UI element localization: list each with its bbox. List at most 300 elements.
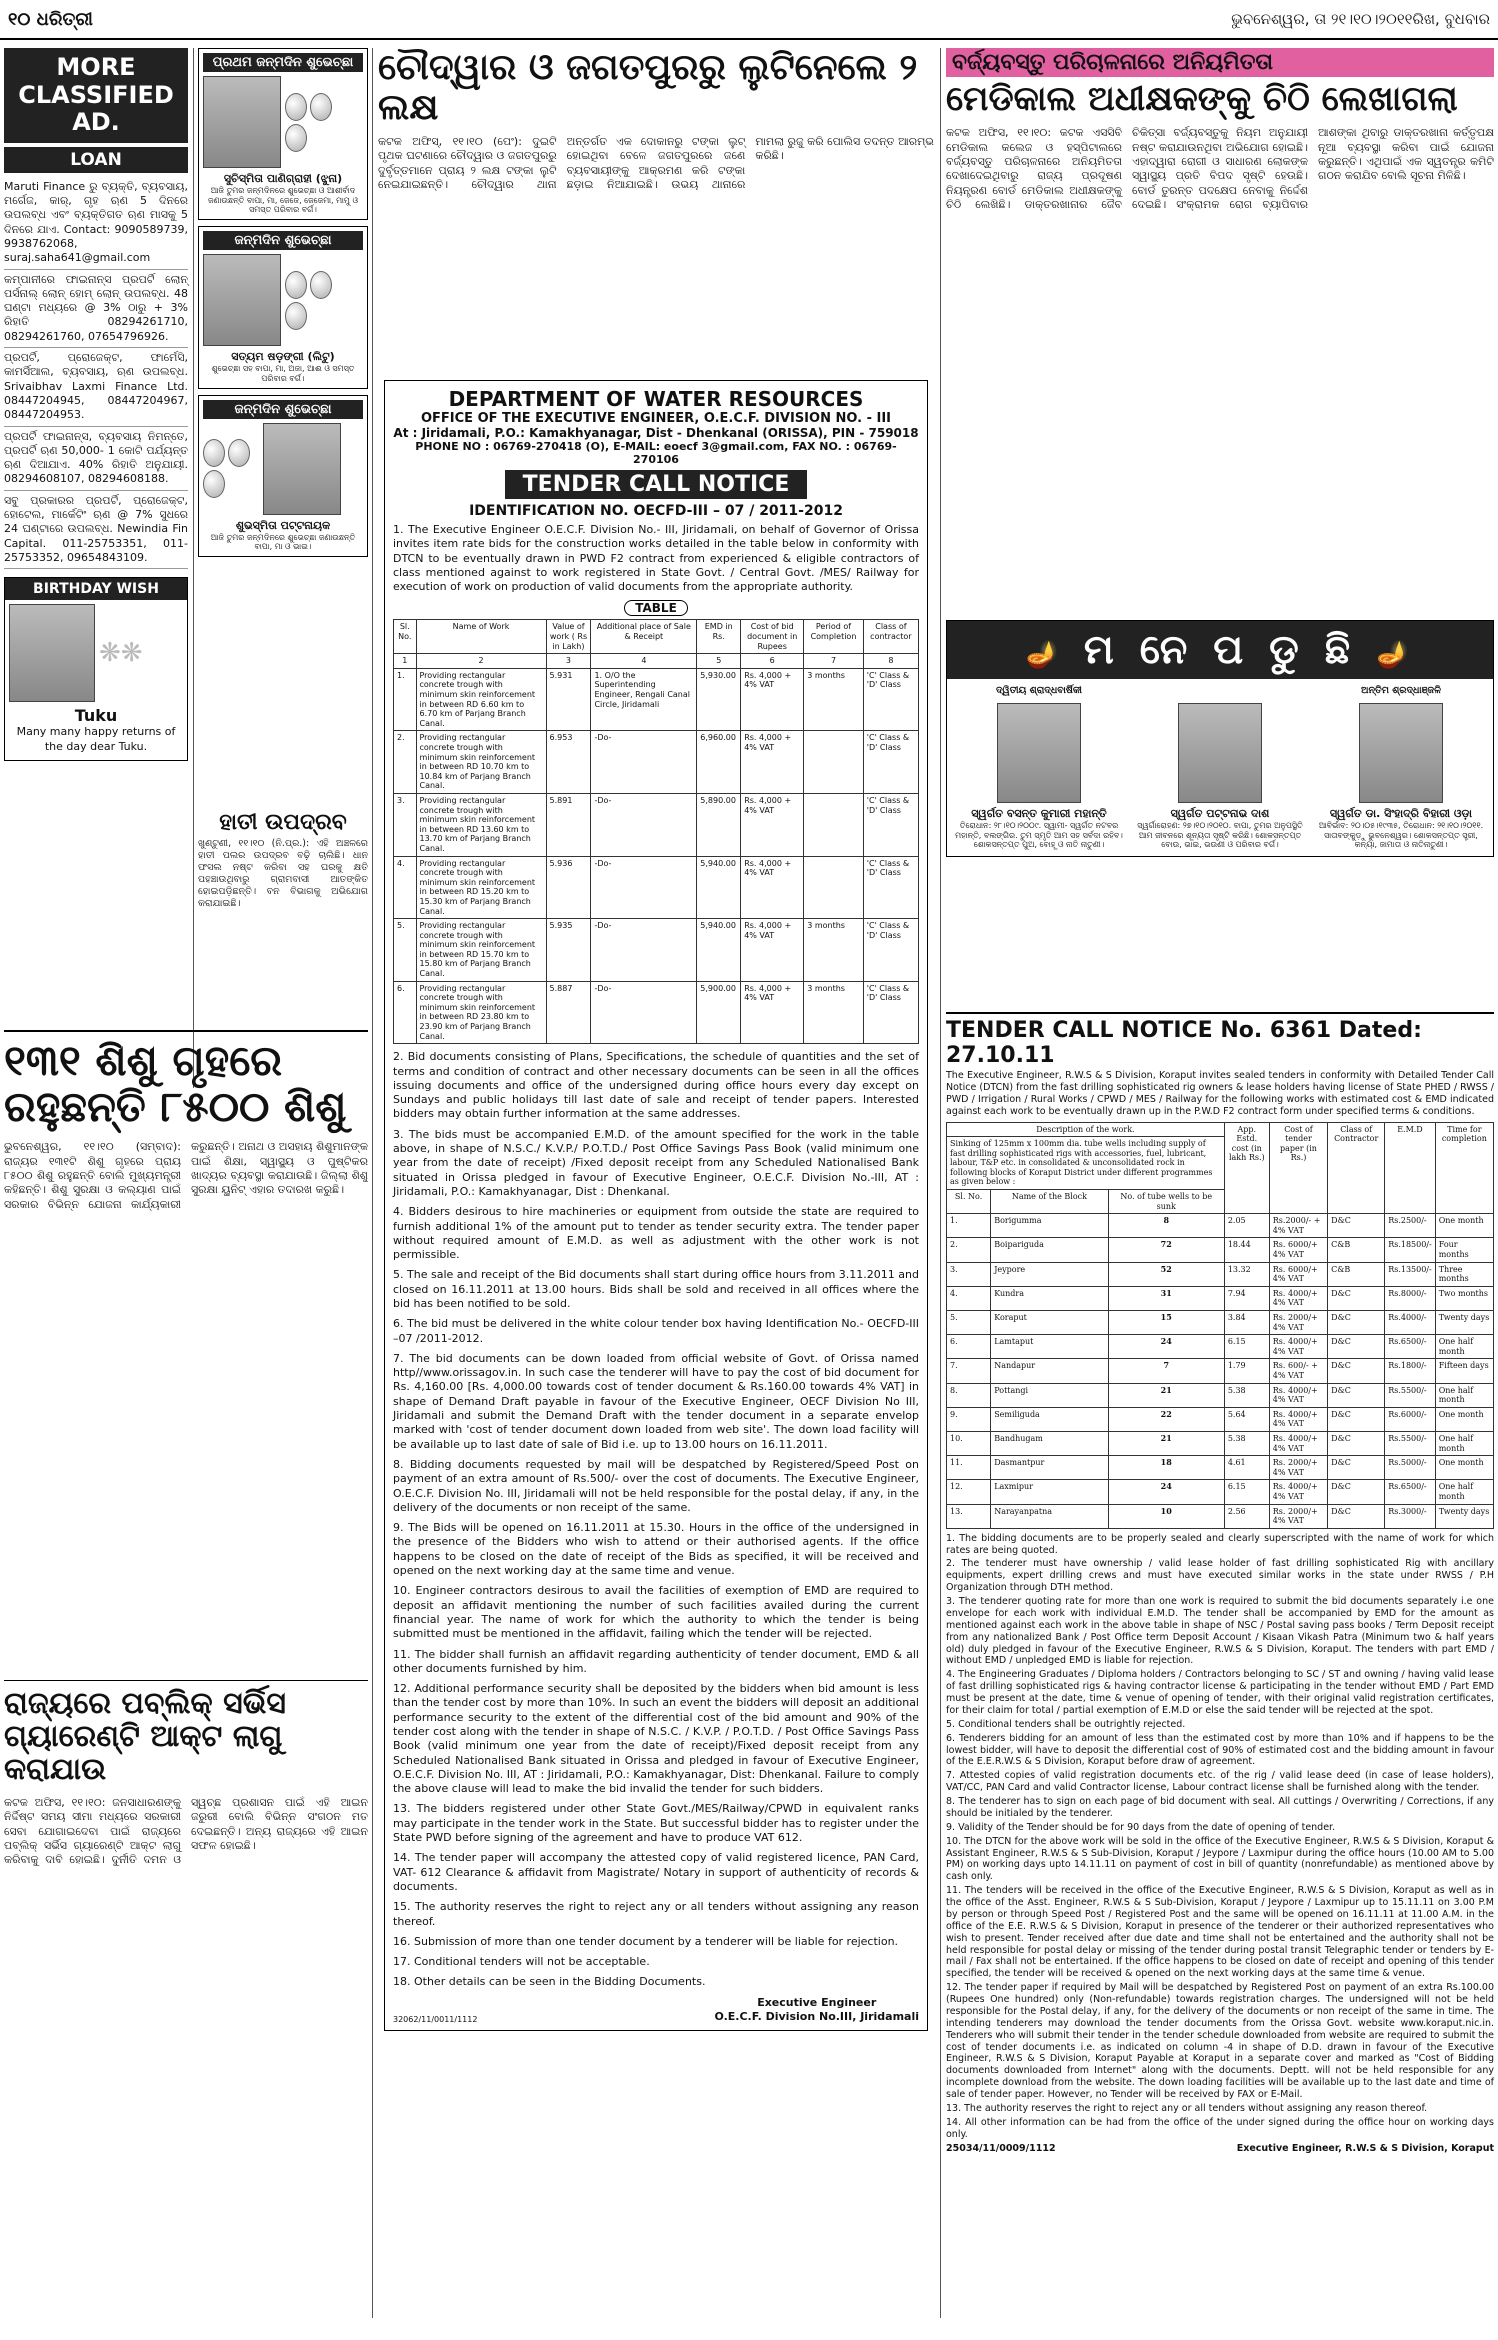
table-column-number: 6: [741, 654, 804, 669]
column-rule: [372, 48, 373, 2318]
table-cell: Kundra: [991, 1286, 1108, 1310]
classified-ad: Maruti Finance ରୁ ବ୍ୟକ୍ତି, ବ୍ୟବସାୟ, ମର୍ଗେଜ, କାର୍, ଗୃହ ଋଣ 5 ଦିନରେ ଉପଲବ୍ଧ ଏବଂ ବ୍ୟକ୍ତିଗତ ଋଣ ମାସକୁ 5 ଦିନରେ ଯାଏ. Contact: 9090589739, 9938762068, suraj.saha641@gmail.com: [4, 177, 188, 270]
table-cell: D&C: [1328, 1335, 1385, 1359]
table-cell: Two months: [1435, 1286, 1493, 1310]
table-cell: 9.: [947, 1407, 991, 1431]
table-row: [394, 856, 919, 919]
tender-clause: 7. Attested copies of valid registration documents etc. of the rig / valid lease deed (in case of lease holders), VAT/CC, PAN Card and valid Contractor license, Labour contract license shall be furnished along with the tender.: [946, 1770, 1494, 1794]
dowr-tender: [384, 380, 928, 2031]
tender-clause: 18. Other details can be seen in the Bidding Documents.: [393, 1975, 706, 1989]
table-cell: Rs.6500/-: [1385, 1335, 1436, 1359]
table-cell: One half month: [1435, 1480, 1493, 1504]
table-header-cell: No. of tube wells to be sunk: [1108, 1190, 1224, 1214]
table-cell: Rs.1800/-: [1385, 1359, 1436, 1383]
table-cell: C&B: [1328, 1238, 1385, 1262]
tender-clause: 6. Tenderers bidding for an amount of less than the estimated cost by more than 10% and if happens to be the lowest bidder, will have to deposit the differential cost of 90% of estimated cost and the bidding amount in favour of the E.E.R.W.S & S Division, Koraput before draw of agreement.: [946, 1732, 1494, 1768]
table-cell: Rs.5500/-: [1385, 1383, 1436, 1407]
birthday-child-name: ସୁଚିସ୍ମିତା ପାଣିଗ୍ରାହୀ (ଝୁନା): [223, 172, 343, 185]
table-row: [947, 1480, 1494, 1504]
dowr-sign-2: O.E.C.F. Division No.III, Jiridamali: [714, 2010, 919, 2024]
classified-column: [4, 48, 188, 761]
balloon-icon: [285, 271, 307, 299]
tender-clause: 3. The tenderer quoting rate for more than one work is required to submit the bid documents separately i.e one envelope for each work with individual E.M.D. The tender shall be accompanied by EMD for the amount as mentioned against each work in the above table in shape of NSC / Postal saving pass books / Term Deposit receipt from any nationalized Bank / Post Office term Deposit Account / Kisaan Vikash Patra (Minimum two & half years old) duly pledged in favour of the Executive Engineer, R.W.S & S Division, Koraput. The tenders with part EMD / without EMD / unpledged EMD is liable for rejection.: [946, 1596, 1494, 1667]
table-column-number: 3: [546, 654, 591, 669]
table-cell: Rs.5000/-: [1385, 1456, 1436, 1480]
table-cell: 2.: [947, 1238, 991, 1262]
loan-section-header: LOAN: [4, 147, 188, 173]
table-cell: Rs. 2000/+ 4% VAT: [1269, 1456, 1327, 1480]
table-row: [947, 1431, 1494, 1455]
memorial-name: ସ୍ୱର୍ଗତ ଡା. ସିଂହାଦ୍ରି ବିହାରୀ ଓଡ଼ା: [1329, 807, 1473, 820]
table-cell: 6.15: [1224, 1480, 1269, 1504]
table-cell: Three months: [1435, 1262, 1493, 1286]
table-cell: Lamtaput: [991, 1335, 1108, 1359]
birthday-card-desc: ଆଜି ତୁମର ଜନ୍ମଦିନରେ ଶୁଭେଚ୍ଛା ଜଣାଉଛନ୍ତି ବାପା, ମା ଓ ଭାଇ।: [210, 532, 356, 552]
child-photo: [263, 423, 341, 515]
table-cell: 52: [1108, 1262, 1224, 1286]
table-cell: 'C' Class & 'D' Class: [863, 731, 918, 794]
table-cell: 7.94: [1224, 1286, 1269, 1310]
table-cell: Pottangi: [991, 1383, 1108, 1407]
tender-clause: 11. The tenders will be received in the office of the Executive Engineer, R.W.S & S Division, Koraput as well as in the office of the Asst. Engineer, R.W.S & S Sub-Division, Koraput / Jeypore / Laxmipur up to 15.11.11 on 3.00 P.M by person or through Speed Post / Registered Post and the same will be opened on 16.11.11 at 11.00 A.M. in the office of the E.E. R.W.S & S Division, Koraput in presence of the tenderer or their authorized representatives who wish to present. Tender received after due date and time shall not be entertained and the authority shall not be held responsible for postal delay or missing of the tender during postal transit Telegraphic tender or tenders by E-mail / Fax shall not be entertained. If the office happens to be closed on date of receipt and opening of this tender specified, the tender will be received & opened on the next working days at the same time & venue.: [946, 1885, 1494, 1980]
table-cell: -Do-: [591, 856, 697, 919]
birthday-card: [198, 226, 368, 388]
table-cell: Rs.5500/-: [1385, 1431, 1436, 1455]
table-cell: 6.: [394, 981, 417, 1044]
table-cell: -Do-: [591, 919, 697, 982]
table-cell: 6.953: [546, 731, 591, 794]
table-row: [947, 1335, 1494, 1359]
table-cell: Rs. 4,000 + 4% VAT: [741, 919, 804, 982]
table-cell: Rs. 2000/+ 4% VAT: [1269, 1504, 1327, 1528]
table-cell: 4.: [947, 1286, 991, 1310]
tender-clause: 2. The tenderer must have ownership / valid lease holder of fast drilling sophisticated Rig with ancillary equipments, expert drilling crews and must have executed similar works in the state under RWSS / P.H Organization through DTH method.: [946, 1558, 1494, 1594]
table-header-cell: Name of Work: [416, 620, 546, 654]
birthday-card-desc: ଶୁଭେଚ୍ଛା ସହ ବାପା, ମା, ଅଜା, ଆଈ ଓ ସମସ୍ତ ପରିବାର ବର୍ଗ।: [211, 364, 355, 383]
dowr-sign-1: Executive Engineer: [757, 1995, 877, 2009]
tender2-table: [946, 1122, 1494, 1529]
birthday-name: Tuku: [74, 706, 118, 726]
table-cell: D&C: [1328, 1504, 1385, 1528]
balloon-icon: [203, 470, 225, 498]
table-cell: Rs. 4,000 + 4% VAT: [741, 856, 804, 919]
memorial-desc: ଆବିର୍ଭାବ: ୨୦।୦୫।୧୯୩୫, ତିରୋଧାନ: ୨୧।୧୦।୨୦୧୧. ସାତାବଙ୍କୁଡ଼ୁ ଭୁବନେଶ୍ୱର। ଶୋକସନ୍ତପ୍ତ ସ୍ତ୍ରୀ, କନ୍ୟା, ଜାମାତା ଓ ନାତିନାତୁଣୀ।: [1318, 821, 1484, 850]
balloon-icon: [285, 93, 341, 152]
table-cell: 5.38: [1224, 1431, 1269, 1455]
memorial-tag: ଦ୍ୱିତୀୟ ଶ୍ରାଦ୍ଧବାର୍ଷିକୀ: [995, 685, 1083, 696]
sishu-body: ଭୁବନେଶ୍ୱର, ୧୧।୧୦ (ସମ୍ବାଦ): ରାଜ୍ୟର ୧୩୧ଟି ଶିଶୁ ଗୃହରେ ପ୍ରାୟ ୮୫୦୦ ଶିଶୁ ରହୁଛନ୍ତି ବୋଲି ମୁଖ୍ୟମନ୍ତ୍ରୀ କହିଛନ୍ତି। ଶିଶୁ ସୁରକ୍ଷା ଓ କଲ୍ୟାଣ ପାଇଁ ସରକାର ବିଭିନ୍ନ ଯୋଜନା କାର୍ଯ୍ୟକାରୀ କରୁଛନ୍ତି। ଅନାଥ ଓ ଅସହାୟ ଶିଶୁମାନଙ୍କ ପାଇଁ ଶିକ୍ଷା, ସ୍ୱାସ୍ଥ୍ୟ ଓ ପୁଷ୍ଟିକର ଖାଦ୍ୟର ବ୍ୟବସ୍ଥା କରାଯାଉଛି। ଜିଲ୍ଲା ଶିଶୁ ସୁରକ୍ଷା ୟୁନିଟ୍ ଏହାର ତଦାରଖ କରୁଛି।: [4, 1140, 368, 1211]
table-cell: Rs. 4,000 + 4% VAT: [741, 668, 804, 731]
table-cell: 5.64: [1224, 1407, 1269, 1431]
birthday-card-desc: ଆଜି ତୁମର ଜନ୍ମଦିନରେ ଶୁଭେଚ୍ଛା ଓ ଆଶୀର୍ବାଦ ଜଣାଉଛନ୍ତି ବାପା, ମା, ଜେଜେ, ଜେଜେମା, ମାମୁ ଓ ସମସ୍ତ ପରିବାର ବର୍ଗ।: [208, 186, 358, 215]
table-cell: One half month: [1435, 1431, 1493, 1455]
table-cell: D&C: [1328, 1407, 1385, 1431]
table-label: TABLE: [624, 600, 688, 616]
table-row: [394, 731, 919, 794]
table-cell: 6.15: [1224, 1335, 1269, 1359]
table-cell: 'C' Class & 'D' Class: [863, 793, 918, 856]
table-cell: 6,960.00: [697, 731, 741, 794]
memorial-tag: ଅନ୍ତିମ ଶ୍ରଦ୍ଧାଞ୍ଜଳି: [1361, 685, 1441, 696]
haati-headline: ହାତୀ ଉପଦ୍ରବ: [219, 809, 347, 835]
table-cell: 21: [1108, 1431, 1224, 1455]
table-header-cell: Additional place of Sale & Receipt: [591, 620, 697, 654]
table-cell: -Do-: [591, 981, 697, 1044]
tender-clause: 12. Additional performance security shall be deposited by the bidders when bid amount is less than the tender cost by more than 10%. In such an event the bidders will deposit an additional performance security to the extent of the differential cost of the bid amount and 90% of the tender cost along with the tender in shape of N.S.C. / K.V.P. / P.O.T.D. / Post Office Savings Pass Book (valid minimum one year from the date of receipt)/Fixed deposit receipt from any Scheduled Nationalised Bank situated in Orissa and pledged in favour of Executive Engineer, O.E.C.F. Division No. III, AT : Jiridamali, P.O.: Kamakhyanagar, Dist: Dhenkanal. Failure to comply the above clause will lead to make the bid invalid the tender for such bidders.: [393, 1682, 919, 1796]
table-header-cell: EMD in Rs.: [697, 620, 741, 654]
table-cell: 13.32: [1224, 1262, 1269, 1286]
page-folio: ୧୦ ଧରିତ୍ରୀ: [8, 8, 93, 30]
tender-clause: 7. The bid documents can be down loaded from official website of Govt. of Orissa named http//www.orissagov.in. In such case the tenderer will have to pay the cost of bid document for Rs. 4,160.00 [Rs. 4,000.00 towards cost of tender document & Rs.160.00 towards 4% VAT] in shape of Demand Draft payable in favour of the Executive Engineer, OECF Division No III, Jiridamali and submit the Demand Draft with the tender document in a separate envelop marked with 'cost of tender document down loaded from web site'. The down load facility will be available up to last date of sale of Bid i.e. up to 13.00 hours on 16.11.2011.: [393, 1351, 919, 1451]
table-cell: D&C: [1328, 1359, 1385, 1383]
table-header-cell: Cost of tender paper (in Rs.): [1269, 1122, 1327, 1214]
table-cell: 5,900.00: [697, 981, 741, 1044]
table-cell: Twenty days: [1435, 1311, 1493, 1335]
birthday-column: [198, 48, 368, 563]
table-header-cell: E.M.D: [1385, 1122, 1436, 1214]
classified-ad: କମ୍ପାନୀରେ ଫାଇନାନ୍ସ ପ୍ରପର୍ଟି ଲୋନ୍ ପର୍ସନାଲ୍ ଲୋନ୍ ହୋମ୍ ଲୋନ୍ ଉପଲବ୍ଧ. 48 ଘଣ୍ଟା ମଧ୍ୟରେ @ 3% ଠାରୁ + 3% ରିହାତି 08294261710, 08294261760, 07654796926.: [4, 270, 188, 348]
table-cell: 24: [1108, 1335, 1224, 1359]
table-row: [947, 1311, 1494, 1335]
table-cell: D&C: [1328, 1286, 1385, 1310]
memorial-person: [1134, 685, 1306, 850]
balloon-icon: [310, 93, 332, 121]
masthead: [0, 0, 1498, 40]
table-cell: 5.935: [546, 919, 591, 982]
birthday-card: [198, 395, 368, 557]
balloon-icon: [285, 93, 307, 121]
table-cell: D&C: [1328, 1383, 1385, 1407]
classified-header: [4, 48, 188, 143]
balloon-icon: [310, 271, 332, 299]
table-cell: One month: [1435, 1456, 1493, 1480]
memorial-photo: [1359, 703, 1443, 803]
table-cell: Rs. 4000/+ 4% VAT: [1269, 1286, 1327, 1310]
memorial-name: ସ୍ୱର୍ଗତ ପଟ୍ଟନାଭ ଦାଶ: [1170, 807, 1270, 820]
table-cell: 8: [1108, 1214, 1224, 1238]
medical-body: କଟକ ଅଫିସ, ୧୧।୧୦: କଟକ ଏସସିବି ମେଡିକାଲ କଲେଜ ଓ ହସ୍ପିଟାଲରେ ବର୍ଜ୍ୟବସ୍ତୁ ପରିଚାଳନାରେ ଅନିୟମିତତା ଦେଖାଦେଇଥିବାରୁ ରାଜ୍ୟ ପ୍ରଦୂଷଣ ନିୟନ୍ତ୍ରଣ ବୋର୍ଡ ମେଡିକାଲ ଅଧୀକ୍ଷକଙ୍କୁ ଚିଠି ଲେଖିଛି। ଡାକ୍ତରଖାନାର ଜୈବ ଚିକିତ୍ସା ବର୍ଜ୍ୟବସ୍ତୁକୁ ନିୟମ ଅନୁଯାୟୀ ନଷ୍ଟ କରାଯାଉନଥିବା ଅଭିଯୋଗ ହୋଇଛି। ଏହାଦ୍ୱାରା ରୋଗୀ ଓ ସାଧାରଣ ଲୋକଙ୍କ ସ୍ୱାସ୍ଥ୍ୟ ପ୍ରତି ବିପଦ ସୃଷ୍ଟି ହେଉଛି। ବୋର୍ଡ ତୁରନ୍ତ ପଦକ୍ଷେପ ନେବାକୁ ନିର୍ଦ୍ଦେଶ ଦେଇଛି। ସଂକ୍ରାମକ ରୋଗ ବ୍ୟାପିବାର ଆଶଙ୍କା ଥିବାରୁ ଡାକ୍ତରଖାନା କର୍ତ୍ତୃପକ୍ଷ ନୂଆ ବ୍ୟବସ୍ଥା କରିବା ପାଇଁ ଯୋଜନା କରୁଛନ୍ତି। ଏଥିପାଇଁ ଏକ ସ୍ୱତନ୍ତ୍ର କମିଟି ଗଠନ କରାଯିବ ବୋଲି ସୂଚନା ମିଳିଛି।: [946, 126, 1494, 211]
memorial-desc: ତିରୋଧାନ: ୨୮।୧୦।୨୦୦୯. ସ୍ୱାମୀ- ସ୍ୱର୍ଗତ ନଟବର ମହାନ୍ତି, ବଲଙ୍ଗିର. ତୁମ ସ୍ମୃତି ଆମ ସହ ସର୍ବଦା ରହିବ। ଶୋକସନ୍ତପ୍ତ ପୁଅ, ବୋହୂ ଓ ନାତି ନାତୁଣୀ।: [955, 821, 1123, 850]
table-cell: Fifteen days: [1435, 1359, 1493, 1383]
table-cell: Rs.8000/-: [1385, 1286, 1436, 1310]
table-row: [947, 1286, 1494, 1310]
table-cell: Rs.2500/-: [1385, 1214, 1436, 1238]
table-cell: Rs. 6000/+ 4% VAT: [1269, 1262, 1327, 1286]
dowr-ident: IDENTIFICATION NO. OECFD-III – 07 / 2011-2012: [469, 503, 843, 519]
table-cell: 2.: [394, 731, 417, 794]
memorial-photo: [1178, 703, 1262, 803]
tender-clause: 2. Bid documents consisting of Plans, Specifications, the schedule of quantities and the set of terms and condition of contract and other necessary documents can be seen in all the offices issuing documents and office of the undersigned during office hours every day except on Sundays and public holidays till last date of sale and receipt of tender papers. Interested bidders may obtain further information at the same addresses.: [393, 1050, 919, 1121]
table-cell: Rs. 4000/+ 4% VAT: [1269, 1480, 1327, 1504]
birthday-card: [198, 48, 368, 220]
tender-clause: 5. Conditional tenders shall be outrightly rejected.: [946, 1718, 1186, 1730]
dowr-intro: 1. The Executive Engineer O.E.C.F. Division No.- III, Jiridamali, on behalf of Governor of Orissa invites item rate bids for the construction works detailed in the table below in conformity with DTCN to be eventually drawn in PWD F2 contract from experienced & eligible contractors of class mentioned against to work registered in State Govt. / Central Govt. /MES/ Railway for execution of work on production of valid documents from the appropriate authority.: [393, 523, 919, 594]
table-row: [947, 1238, 1494, 1262]
memorial-photo: [997, 703, 1081, 803]
tender2-title: TENDER CALL NOTICE No. 6361 Dated: 27.10.11: [946, 1018, 1422, 1068]
lamp-icon: 🪔: [1025, 640, 1064, 670]
tender2-ref: 25034/11/0009/1112: [946, 2142, 1056, 2154]
table-row: [947, 1383, 1494, 1407]
table-cell: Bandhugam: [991, 1431, 1108, 1455]
table-header-cell: Class of contractor: [863, 620, 918, 654]
table-cell: Rs. 6000/+ 4% VAT: [1269, 1238, 1327, 1262]
balloon-icon: [285, 124, 307, 152]
table-cell: 21: [1108, 1383, 1224, 1407]
table-cell: 3 months: [804, 668, 864, 731]
table-cell: 5.: [947, 1311, 991, 1335]
balloon-icon: [285, 302, 307, 330]
table-cell: 3.: [947, 1262, 991, 1286]
medical-story: [946, 48, 1494, 566]
memorial-person: [953, 685, 1125, 850]
birthday-child-name: ଶୁଭସ୍ମିତା ପଟ୍ଟନାୟକ: [235, 518, 331, 532]
table-cell: 1.79: [1224, 1359, 1269, 1383]
table-number-row: [394, 654, 919, 669]
dowr-office: OFFICE OF THE EXECUTIVE ENGINEER, O.E.C.F. DIVISION NO. - III: [420, 411, 892, 426]
table-cell: 15: [1108, 1311, 1224, 1335]
table-cell: Borigumma: [991, 1214, 1108, 1238]
table-cell: 3.84: [1224, 1311, 1269, 1335]
tender-clause: 10. The DTCN for the above work will be sold in the office of the Executive Engineer, R.W.S & S Division, Koraput & Assistant Engineer, R.W.S & S Sub-Division, Koraput / Jeypore / Laxmipur during the office hours (10.00 AM to 5.00 PM) on working days upto 14.11.11 on payment of cost in bill of quantity (nonrefundable) as mentioned above by cash only.: [946, 1835, 1494, 1883]
table-cell: Rs. 4000/+ 4% VAT: [1269, 1431, 1327, 1455]
table-row: [394, 981, 919, 1044]
table-header-cell: Cost of bid document in Rupees: [741, 620, 804, 654]
table-row: [394, 668, 919, 731]
memorial-tag: [1134, 685, 1306, 699]
table-header-row: [394, 620, 919, 654]
table-cell: Rs.4000/-: [1385, 1311, 1436, 1335]
table-header-cell: Time for completion: [1435, 1122, 1493, 1214]
table-cell: One half month: [1435, 1383, 1493, 1407]
table-header-cell: Name of the Block: [991, 1190, 1108, 1214]
dowr-clauses: [393, 1050, 919, 1990]
child-photo: [203, 254, 281, 346]
table-cell: 5.887: [546, 981, 591, 1044]
haati-body: ଖୁଣ୍ଟୁଣୀ, ୧୧।୧୦ (ନି.ପ୍ର.): ଏହି ଅଞ୍ଚଳରେ ହାତୀ ପଲର ଉପଦ୍ରବ ବଢ଼ି ଚାଲିଛି। ଧାନ ଫସଲ ନଷ୍ଟ କରିବା ସହ ଘରକୁ କ୍ଷତି ପହଞ୍ଚାଉଥିବାରୁ ଗ୍ରାମବାସୀ ଆତଙ୍କିତ ହୋଇପଡ଼ିଛନ୍ତି। ବନ ବିଭାଗକୁ ଅଭିଯୋଗ କରାଯାଇଛି।: [198, 838, 368, 909]
table-cell: Rs.3000/-: [1385, 1504, 1436, 1528]
table-cell: Rs. 600/- + 4% VAT: [1269, 1359, 1327, 1383]
table-row: [947, 1359, 1494, 1383]
table-cell: 11.: [947, 1456, 991, 1480]
table-cell: Koraput: [991, 1311, 1108, 1335]
memorial-box: [946, 620, 1494, 857]
table-cell: 6.: [947, 1335, 991, 1359]
table-cell: [804, 793, 864, 856]
table-header-cell: Class of Contractor: [1328, 1122, 1385, 1214]
table-cell: 4.61: [1224, 1456, 1269, 1480]
birthday-child-name: ସତ୍ୟମ ଷଡ଼ଙ୍ଗୀ (ଲିଟୁ): [231, 350, 335, 364]
desc-header: Description of the work.: [947, 1122, 1225, 1137]
dowr-ref: 32062/11/0011/1112: [393, 2014, 478, 2024]
sishu-story: [4, 1030, 368, 1680]
birthday-card-title: ଜନ୍ମଦିନ ଶୁଭେଚ୍ଛା: [203, 400, 363, 419]
tender-clause: 8. Bidding documents requested by mail will be despatched by Registered/Speed Post on payment of an extra amount of Rs.500/- over the cost of documents. The Executive Engineer, O.E.C.F. Division No. III, Jiridamali will not be held responsible for the postal delay, if any, in the delivery of the documents or non receipt of the same.: [393, 1457, 919, 1514]
memorial-desc: ସ୍ୱର୍ଗାରୋହଣ: ୨୭।୧୦।୨୦୧୦. ବାପା, ତୁମର ଅନୁପସ୍ଥିତି ଆମ ଜୀବନରେ ଶୂନ୍ୟତା ସୃଷ୍ଟି କରିଛି। ଶୋକସନ୍ତପ୍ତ ବୋଉ, ଭାଇ, ଭଉଣୀ ଓ ପରିବାର ବର୍ଗ।: [1137, 821, 1303, 850]
dowr-phone: PHONE NO : 06769-270418 (O), E-MAIL: eoecf 3@gmail.com, FAX NO. : 06769-270106: [415, 440, 897, 466]
memorial-title: [947, 621, 1493, 679]
table-cell: -Do-: [591, 731, 697, 794]
table-column-number: 2: [416, 654, 546, 669]
table-cell: 1.: [947, 1214, 991, 1238]
table-cell: 1.: [394, 668, 417, 731]
classified-title-2: CLASSIFIED: [18, 80, 174, 109]
table-cell: Rs. 4000/+ 4% VAT: [1269, 1335, 1327, 1359]
table-cell: D&C: [1328, 1456, 1385, 1480]
table-row: [394, 793, 919, 856]
table-cell: Providing rectangular concrete trough with minimum skin reinforcement in between RD 6.60 km to 6.70 km of Parjang Branch Canal.: [416, 668, 546, 731]
table-cell: 'C' Class & 'D' Class: [863, 856, 918, 919]
table-cell: Providing rectangular concrete trough with minimum skin reinforcement in between RD 15.70 km to 15.80 km of Parjang Branch Canal.: [416, 919, 546, 982]
table-cell: 2.56: [1224, 1504, 1269, 1528]
table-cell: Rs. 4000/+ 4% VAT: [1269, 1407, 1327, 1431]
decoration-icon: ❋❋: [99, 638, 143, 669]
table-cell: Semiliguda: [991, 1407, 1108, 1431]
table-row: [947, 1214, 1494, 1238]
table-cell: Rs. 2000/+ 4% VAT: [1269, 1311, 1327, 1335]
table-cell: Rs.2000/- + 4% VAT: [1269, 1214, 1327, 1238]
table-cell: Four months: [1435, 1238, 1493, 1262]
table-column-number: 7: [804, 654, 864, 669]
haati-story: [198, 810, 368, 909]
balloon-icon: [285, 271, 341, 330]
table-header-cell: Sl. No.: [394, 620, 417, 654]
table-column-number: 5: [697, 654, 741, 669]
tender-clause: 9. The Bids will be opened on 16.11.2011 at 15.30. Hours in the office of the undersigned in the presence of the Bidders who wish to attend or their authorised agents. If the office happens to be closed on the date of receipt of the Bids as specified, it will be received and opened on the next working day at the same time and venue.: [393, 1521, 919, 1578]
tender-clause: 13. The bidders registered under other State Govt./MES/Railway/CPWD in equivalent ranks may participate in the tender work in the State. But successful bidder has to register under the State PWD before signing of the agreement and have to produce VAT 612.: [393, 1802, 919, 1845]
table-cell: Rs. 4,000 + 4% VAT: [741, 981, 804, 1044]
balloon-icon: [203, 439, 259, 498]
table-cell: 5.936: [546, 856, 591, 919]
tender-clause: 8. The tenderer has to sign on each page of bid document with seal. All cuttings / Overwriting / Corrections, if any should be initialed by the tenderer.: [946, 1796, 1494, 1819]
table-cell: 5,940.00: [697, 856, 741, 919]
table-row: [394, 919, 919, 982]
table-column-number: 8: [863, 654, 918, 669]
table-cell: 5.891: [546, 793, 591, 856]
tender-clause: 13. The authority reserves the right to reject any or all tenders without assigning any reason thereof.: [946, 2102, 1428, 2114]
birthday-wish-box: [4, 577, 188, 761]
koraput-tender: [946, 1012, 1494, 2154]
table-cell: Twenty days: [1435, 1504, 1493, 1528]
classified-title-3: AD.: [72, 108, 120, 137]
table-cell: [804, 856, 864, 919]
table-cell: Laxmipur: [991, 1480, 1108, 1504]
table-cell: Rs. 4,000 + 4% VAT: [741, 793, 804, 856]
table-cell: Rs.18500/-: [1385, 1238, 1436, 1262]
birthday-message: Many many happy returns of the day dear Tuku.: [16, 725, 176, 753]
guarantee-story: [4, 1680, 368, 2316]
table-cell: Nandapur: [991, 1359, 1108, 1383]
balloon-icon: [228, 439, 250, 467]
child-photo: [203, 76, 281, 168]
loot-body: କଟକ ଅଫିସ୍, ୧୧।୧୦ (ପେଂ): ଦୁଇଟି ପୃଥକ ଘଟଣାରେ ଚୌଦ୍ୱାର ଓ ଜଗତପୁରରୁ ଦୁର୍ବୃତ୍ତମାନେ ପ୍ରାୟ ୨ ଲକ୍ଷ ଟଙ୍କା ଲୁଟି ନେଇଯାଇଛନ୍ତି। ଚୌଦ୍ୱାର ଥାନା ଅନ୍ତର୍ଗତ ଏକ ଦୋକାନରୁ ଟଙ୍କା ଲୁଟ୍ ହୋଇଥିବା ବେଳେ ଜଗତପୁରରେ ଜଣେ ବ୍ୟବସାୟୀଙ୍କୁ ଆକ୍ରମଣ କରି ଟଙ୍କା ଛଡ଼ାଇ ନିଆଯାଇଛି। ଉଭୟ ଥାନାରେ ମାମଲା ରୁଜୁ କରି ପୋଲିସ ତଦନ୍ତ ଆରମ୍ଭ କରିଛି।: [378, 135, 934, 192]
table-row: [947, 1504, 1494, 1528]
table-cell: D&C: [1328, 1311, 1385, 1335]
dowr-address: At : Jiridamali, P.O.: Kamakhyanagar, Dist - Dhenkanal (ORISSA), PIN - 759018: [393, 426, 919, 440]
table-cell: Rs.13500/-: [1385, 1262, 1436, 1286]
tender-clause: 17. Conditional tenders will not be acceptable.: [393, 1955, 650, 1969]
loot-story: [378, 48, 934, 405]
tender-clause: 9. Validity of the Tender should be for 90 days from the date of opening of tender.: [946, 1821, 1336, 1833]
table-cell: 7: [1108, 1359, 1224, 1383]
birthday-card-title: ଜନ୍ମଦିନ ଶୁଭେଚ୍ଛା: [203, 231, 363, 250]
table-cell: 'C' Class & 'D' Class: [863, 981, 918, 1044]
table-cell: Jeypore: [991, 1262, 1108, 1286]
table-header-cell: Period of Completion: [804, 620, 864, 654]
table-cell: D&C: [1328, 1214, 1385, 1238]
table-cell: Narayanpatna: [991, 1504, 1108, 1528]
guarantee-headline: ରାଜ୍ୟରେ ପବ୍ଲିକ୍ ସର୍ଭିସ ଗ୍ୟାରେଣ୍ଟି ଆକ୍ଟ ଲାଗୁ କରାଯାଉ: [4, 1686, 286, 1787]
table-cell: 31: [1108, 1286, 1224, 1310]
tender-clause: 11. The bidder shall furnish an affidavit regarding authenticity of tender document, EMD & all other documents furnished by him.: [393, 1647, 919, 1675]
tender-clause: 6. The bid must be delivered in the white colour tender box having Identification No.- OECFD-III –07 /2011-2012.: [393, 1317, 919, 1345]
table-cell: 4.: [394, 856, 417, 919]
table-cell: Rs.6000/-: [1385, 1407, 1436, 1431]
table-cell: 3 months: [804, 919, 864, 982]
tuku-photo: [9, 604, 95, 702]
table-cell: Rs.6500/-: [1385, 1480, 1436, 1504]
medical-headline: ମେଡିକାଲ ଅଧୀକ୍ଷକଙ୍କୁ ଚିଠି ଲେଖାଗଲା: [946, 79, 1458, 119]
table-cell: 12.: [947, 1480, 991, 1504]
table-cell: 18.44: [1224, 1238, 1269, 1262]
tender-clause: 1. The bidding documents are to be properly sealed and clearly superscripted with the name of work for which rates are being quoted.: [946, 1532, 1494, 1556]
tender-clause: 10. Engineer contractors desirous to avail the facilities of exemption of EMD are required to deposit an affidavit mentioning the number of such facilities availed during the current financial year. The name of work for which the authority to which the tender is being submitted must be mentioned in the affidavit, failing which the tender will be rejected.: [393, 1584, 919, 1641]
tender-clause: 3. The bids must be accompanied E.M.D. of the amount specified for the work in the table above, in shape of N.S.C./ K.V.P./ P.O.T.D./ Post Office Savings Pass Book (valid minimum one year from the date of receipt) /Fixed deposit receipt from any Scheduled Nationalised Bank situated in Orissa pledged in favour of Executive Engineer, O.E.C.F. Division No.-III, AT : Jiridamali, P.O.: Kamakhyanagar, Dist : Dhenkanal.: [393, 1127, 919, 1198]
tender-clause: 14. The tender paper will accompany the attested copy of valid registered licence, PAN Card, VAT- 612 Clearance & affidavit from Magistrate/ Notary in support of authenticity of records & documents.: [393, 1851, 919, 1893]
work-description: Sinking of 125mm x 100mm dia. tube wells including supply of fast drilling sophisticated rigs with accessories, fuel, lubricant, labour, T&P etc. in consolidated & unconsolidated rock in following blocks of Koraput District under different programmes as given below :: [947, 1137, 1225, 1190]
table-cell: Providing rectangular concrete trough with minimum skin reinforcement in between RD 10.70 km to 10.84 km of Parjang Branch Canal.: [416, 731, 546, 794]
dowr-dept: DEPARTMENT OF WATER RESOURCES: [448, 387, 864, 411]
table-cell: 5.931: [546, 668, 591, 731]
table-header-cell: Sl. No.: [947, 1190, 991, 1214]
tender-clause: 15. The authority reserves the right to reject any or all tenders without assigning any reason thereof.: [393, 1900, 919, 1928]
loot-headline: ଚୌଦ୍ୱାର ଓ ଜଗତପୁରରୁ ଲୁଟିନେଲେ ୨ ଲକ୍ଷ: [378, 46, 918, 128]
birthday-card-title: ପ୍ରଥମ ଜନ୍ମଦିନ ଶୁଭେଚ୍ଛା: [203, 53, 363, 72]
table-cell: 7.: [947, 1359, 991, 1383]
table-cell: Dasmantpur: [991, 1456, 1108, 1480]
table-column-number: 1: [394, 654, 417, 669]
table-cell: C&B: [1328, 1262, 1385, 1286]
table-cell: Rs. 4000/+ 4% VAT: [1269, 1383, 1327, 1407]
memorial-person: [1315, 685, 1487, 850]
birthday-wish-header: BIRTHDAY WISH: [5, 578, 187, 600]
table-cell: 3.: [394, 793, 417, 856]
table-column-number: 4: [591, 654, 697, 669]
column-rule: [940, 48, 941, 2318]
table-header-cell: Value of work ( Rs in Lakh): [546, 620, 591, 654]
table-cell: D&C: [1328, 1480, 1385, 1504]
tender-clause: 16. Submission of more than one tender document by a tenderer will be liable for rejection.: [393, 1934, 899, 1948]
table-cell: Providing rectangular concrete trough with minimum skin reinforcement in between RD 23.80 km to 23.90 km of Parjang Branch Canal.: [416, 981, 546, 1044]
sishu-headline: ୧୩୧ ଶିଶୁ ଗୃହରେ ରହୁଛନ୍ତି ୮୫୦୦ ଶିଶୁ: [4, 1036, 347, 1132]
tender-clause: 12. The tender paper if required by Mail will be despatched by Registered Post on payment of an extra Rs.100.00 (Rupees One hundred) only (Non-refundable) towards registration charges. The undersigned will not be held responsible for the Postal delay, if any, for the delivery of the documents or non receipt of the same in time. The intending tenderers may download the tender documents from the Orissa Govt. website www.koraput.nic.in. Tenderers who will submit their tender in the tender schedule downloaded from website are required to submit the cost of tender documents i.e. as indicated on column -4 in shape of D.D. drawn in favour of the Executive Engineer, R.W.S & S Division, Koraput Payable at Koraput in a separate cover and marked as "Cost of Bidding documents downloaded from Internet" along with the documents. Deptt. will not be held responsible for any incomplete download from the website. The down loading facilities will be available up to the last date and time of sale of tender paper. However, no Tender will be received by FAX or E-Mail.: [946, 1982, 1494, 2101]
tender2-intro: The Executive Engineer, R.W.S & S Division, Koraput invites sealed tenders in conformity with Detailed Tender Call Notice (DTCN) from the fast drilling sophisticated rig owners & lease holders having license of State PHED / RWSS / PWD / Irrigation / Rural Works / CPWD / MES / Railway for the following works with estimated cost & EMD indicated against each work to be eventually drawn up in the P.W.D F2 contract form under specified terms & conditions.: [946, 1070, 1494, 1117]
table-cell: Providing rectangular concrete trough with minimum skin reinforcement in between RD 13.60 km to 13.70 km of Parjang Branch Canal.: [416, 793, 546, 856]
dateline: ଭୁବନେଶ୍ୱର, ତା ୨୧।୧୦।୨୦୧୧ରିଖ, ବୁଧବାର: [1231, 10, 1490, 28]
table-cell: 5,940.00: [697, 919, 741, 982]
memorial-title-text: ମ ନେ ପ ଡୁ ଛି: [1083, 627, 1357, 673]
table-cell: 5.: [394, 919, 417, 982]
table-cell: One month: [1435, 1407, 1493, 1431]
table-header-cell: App. Estd. cost (in lakh Rs.): [1224, 1122, 1269, 1214]
classified-title-1: MORE: [56, 53, 136, 81]
table-cell: Rs. 4,000 + 4% VAT: [741, 731, 804, 794]
table-cell: 13.: [947, 1504, 991, 1528]
table-cell: 24: [1108, 1480, 1224, 1504]
column-rule: [193, 48, 194, 1088]
table-cell: 3 months: [804, 981, 864, 1044]
memorial-name: ସ୍ୱର୍ଗତ ବସନ୍ତ କୁମାରୀ ମହାନ୍ତି: [971, 807, 1107, 820]
